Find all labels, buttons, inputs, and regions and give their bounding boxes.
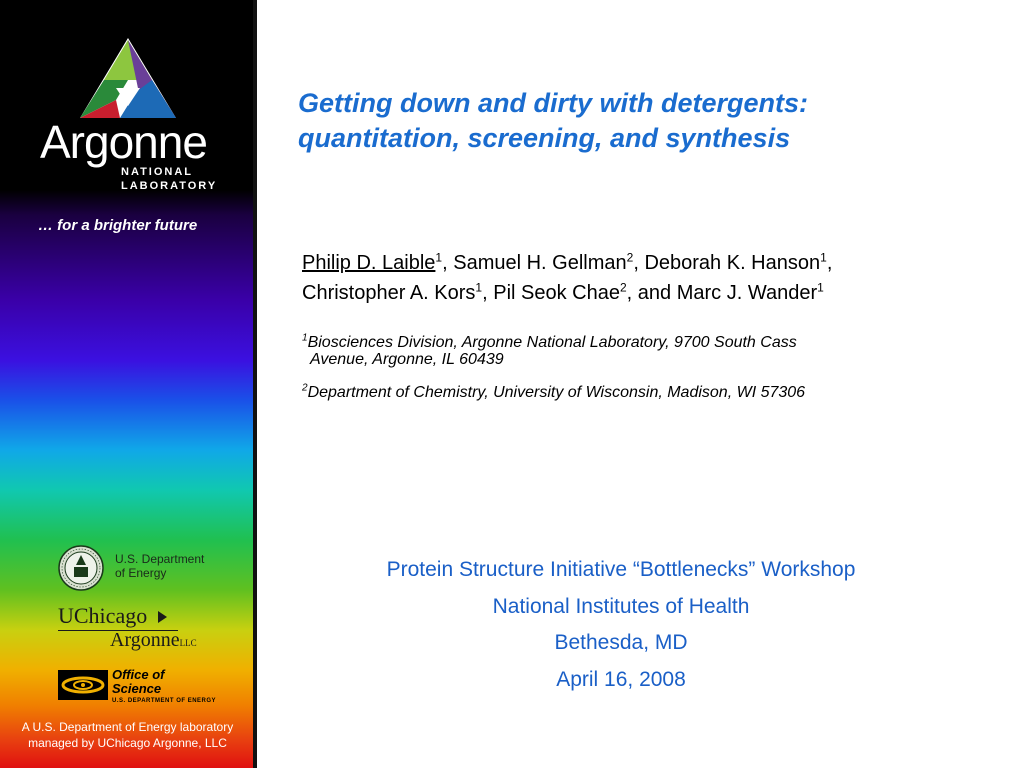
logo-subtitle (121, 165, 217, 193)
affiliation-sup: 1 (302, 332, 308, 344)
workshop-info (256, 552, 986, 698)
logo-subtitle-line1: NATIONAL (121, 166, 194, 178)
affiliation-text: Department of Chemistry, University of Wisconsin, Madison, WI 57306 (307, 384, 806, 401)
argonne-triangle-icon (80, 38, 176, 118)
author-name: Samuel H. Gellman (453, 252, 627, 274)
workshop-location: Bethesda, MD (554, 631, 688, 654)
author-sep: , (633, 252, 645, 274)
author-name: Deborah K. Hanson (644, 252, 821, 274)
author-sep: , and (626, 282, 677, 304)
author-affil-sup: 2 (626, 250, 634, 265)
slide-title (298, 86, 998, 156)
author-affil-sup: 1 (820, 250, 827, 265)
affiliation-text: Biosciences Division, Argonne National Laboratory, 9700 South Cass (307, 334, 797, 351)
play-arrow-icon (158, 611, 167, 623)
argonne-llc-logo (110, 628, 197, 655)
author-affil-sup: 1 (817, 280, 824, 295)
affiliation-1-line1 (302, 334, 962, 351)
workshop-date: April 16, 2008 (556, 667, 686, 691)
argonne-llc-name: Argonne (110, 629, 180, 651)
author-affil-sup: 2 (619, 280, 627, 295)
logo-subtitle-line2: LABORATORY (121, 180, 218, 192)
author-name: Pil Seok Chae (493, 282, 620, 304)
affiliation-1-line2: Avenue, Argonne, IL 60439 (310, 351, 504, 368)
author-affil-sup: 1 (475, 280, 483, 295)
affiliation-1 (302, 334, 962, 368)
sidebar-footer-line1: A U.S. Department of Energy laboratory (21, 720, 234, 734)
author-line2 (302, 278, 1002, 308)
office-of-science-subtitle: U.S. DEPARTMENT OF ENERGY (112, 698, 217, 704)
llc-suffix: LLC (179, 638, 197, 648)
office-of-science-icon (58, 670, 108, 700)
office-of-science-line2: Science (112, 681, 162, 696)
workshop-name: Protein Structure Initiative “Bottlenecks” Workshop (386, 558, 856, 581)
uchicago-logo: UChicago (58, 603, 148, 628)
author-sep: , (482, 282, 494, 304)
office-of-science-label (112, 668, 165, 696)
logo-wordmark: Argonne (40, 116, 207, 168)
spectrum-sidebar (0, 0, 255, 768)
doe-seal-icon (58, 545, 104, 591)
affiliation-2 (302, 384, 962, 401)
author-sep: , (826, 252, 833, 274)
sidebar-footer-line2: managed by UChicago Argonne, LLC (28, 736, 227, 750)
doe-label (115, 552, 204, 580)
author-line1 (302, 248, 1002, 278)
author-name-presenter: Philip D. Laible (302, 252, 436, 274)
doe-label-line1: U.S. Department (115, 552, 205, 566)
author-affil-sup: 1 (435, 250, 443, 265)
author-sep: , (442, 252, 454, 274)
author-name: Christopher A. Kors (302, 282, 476, 304)
office-of-science-line1: Office of (112, 667, 165, 682)
tagline: … for a brighter future (38, 217, 198, 234)
slide-title-line2: quantitation, screening, and synthesis (298, 123, 791, 153)
affiliation-2-line1 (302, 384, 962, 401)
slide-title-line1: Getting down and dirty with detergents: (298, 88, 808, 118)
doe-label-line2: of Energy (115, 566, 167, 580)
author-list (302, 248, 1002, 308)
sidebar-footer (0, 719, 255, 751)
author-name: Marc J. Wander (676, 282, 818, 304)
workshop-host: National Institutes of Health (492, 594, 750, 618)
affiliation-sup: 2 (302, 382, 308, 394)
